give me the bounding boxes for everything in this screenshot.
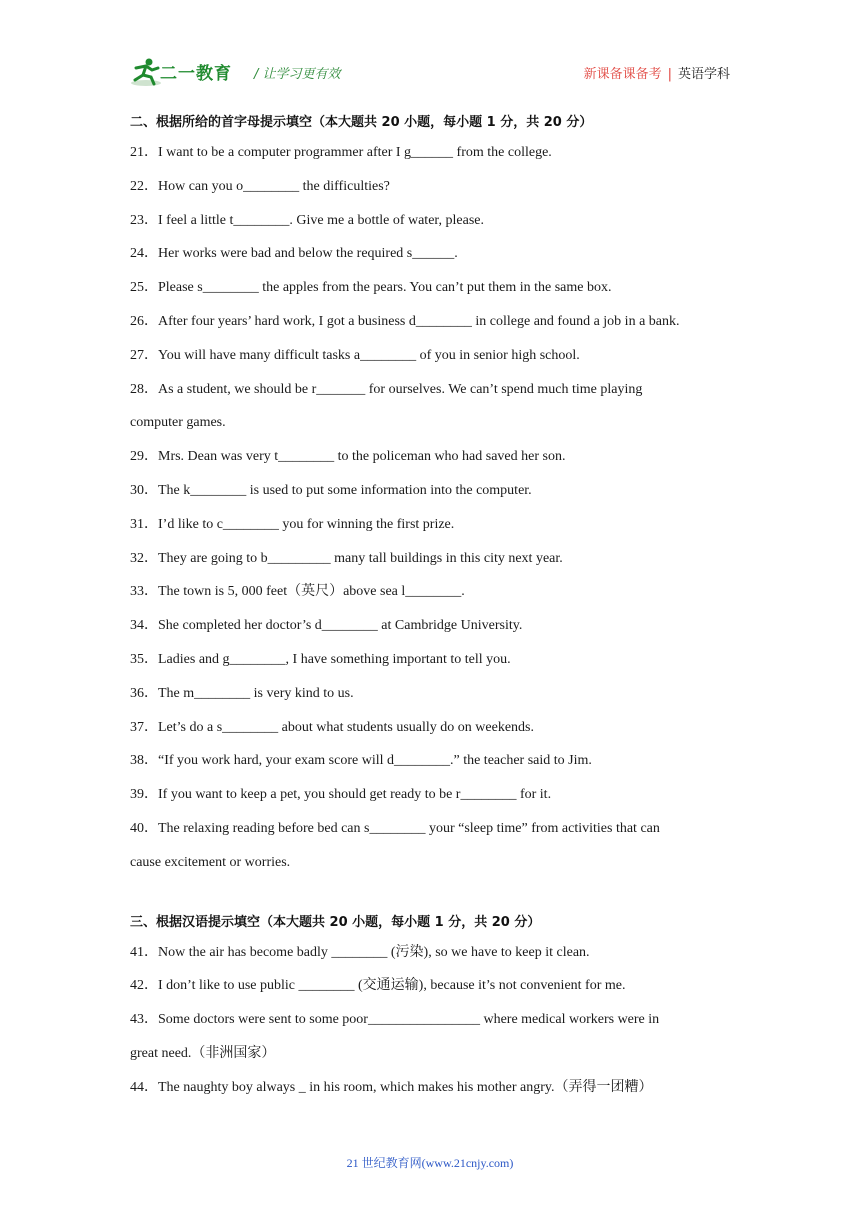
question-line: 33．The town is 5, 000 feet（英尺）above sea l________.	[130, 584, 465, 600]
question-line: 40．The relaxing reading before bed can s________ your “sleep time” from activities that can	[130, 820, 660, 836]
question-line: 43．Some doctors were sent to some poor________________ where medical workers were in	[130, 1012, 660, 1028]
question-line: 35．Ladies and g________, I have something important to tell you.	[130, 651, 511, 667]
question-line: 22．How can you o________ the difficulties?	[130, 178, 390, 194]
header-subject-label: 英语学科	[677, 67, 730, 82]
question-line: 21．I want to be a computer programmer after I g______ from the college.	[130, 145, 552, 160]
question-line: 42．I don’t like to use public ________ (交通运输), because it’s not convenient for me.	[130, 978, 626, 994]
header-right	[584, 63, 730, 82]
question-line: great need.（非洲国家）	[130, 1045, 276, 1061]
question-line: 31．I’d like to c________ you for winning the first prize.	[130, 516, 455, 532]
question-line: 39．If you want to keep a pet, you should get ready to be r________ for it.	[130, 787, 552, 803]
page-footer: 21 世纪教育网(www.21cnjy.com)	[346, 1156, 514, 1170]
header-separator: |	[667, 67, 672, 82]
question-line: computer games.	[130, 415, 226, 431]
slogan: / 让学习更有效	[254, 67, 341, 82]
question-line: 38．“If you work hard, your exam score will d________.” the teacher said to Jim.	[130, 753, 592, 769]
question-line: 29．Mrs. Dean was very t________ to the policeman who had saved her son.	[130, 449, 566, 465]
question-line: 23．I feel a little t________. Give me a bottle of water, please.	[130, 212, 484, 228]
logo-text: 二一教育	[160, 64, 232, 84]
worksheet-content	[130, 110, 740, 1105]
question-line: 30．The k________ is used to put some information into the computer.	[130, 482, 532, 498]
question-line: 28．As a student, we should be r_______ for ourselves. We can’t spend much time playing	[130, 381, 643, 397]
question-line: 32．They are going to b_________ many tall buildings in this city next year.	[130, 550, 563, 566]
section-title: 二、根据所给的首字母提示填空（本大题共 20 小题，每小题 1 分，共 20 分）	[130, 115, 593, 130]
section-gap	[130, 880, 740, 910]
question-line: 36．The m________ is very kind to us.	[130, 685, 354, 701]
question-line: 37．Let’s do a s________ about what students usually do on weekends.	[130, 719, 535, 735]
question-line: cause excitement or worries.	[130, 854, 291, 870]
question-line: 25．Please s________ the apples from the pears. You can’t put them in the same box.	[130, 280, 612, 296]
question-line: 44．The naughty boy always _ in his room, which makes his mother angry.（弄得一团糟）	[130, 1079, 653, 1095]
question-line: 24．Her works were bad and below the required s______.	[130, 246, 458, 262]
question-line: 41．Now the air has become badly ________ (污染), so we have to keep it clean.	[130, 944, 590, 960]
question-line: 34．She completed her doctor’s d________ at Cambridge University.	[130, 618, 523, 634]
question-line: 27．You will have many difficult tasks a________ of you in senior high school.	[130, 347, 580, 363]
question-line: 26．After four years’ hard work, I got a business d________ in college and found a job in a bank.	[130, 313, 680, 329]
header-course-label: 新课备课备考	[583, 67, 662, 82]
page-header	[130, 52, 730, 92]
section-title: 三、根据汉语提示填空（本大题共 20 小题，每小题 1 分，共 20 分）	[130, 914, 541, 930]
